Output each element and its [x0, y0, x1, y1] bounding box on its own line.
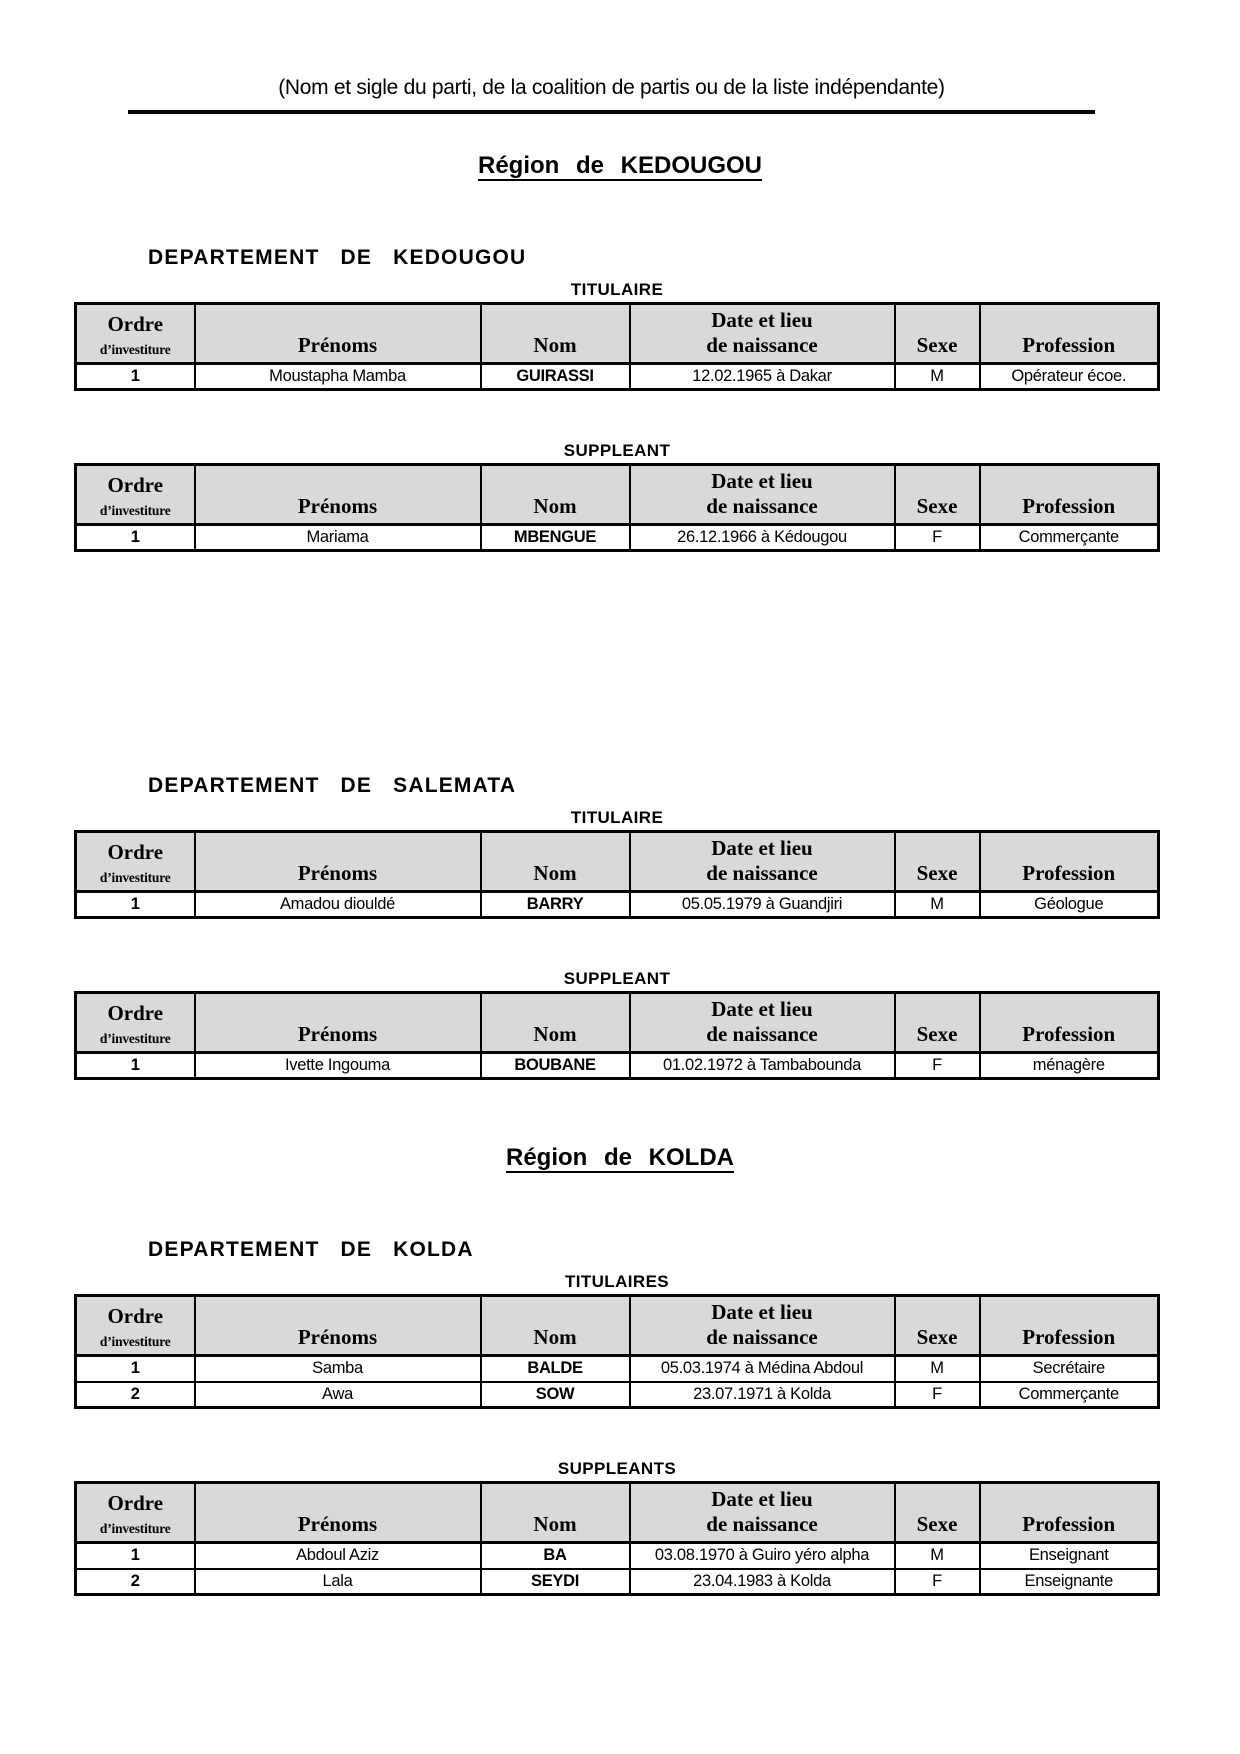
header-naissance-line1: Date et lieu [711, 1487, 813, 1511]
table-header [76, 1296, 1159, 1356]
header-ordre-line2: d’investiture [99, 342, 171, 357]
cell-profession: Commerçante [980, 525, 1159, 551]
header-row [76, 1483, 1159, 1543]
header-profession-label: Profession [1022, 494, 1116, 518]
header-ordre-line1: Ordre [107, 840, 164, 864]
table-row [76, 525, 1159, 551]
header-cell-profession [980, 465, 1159, 525]
table-body [76, 892, 1159, 918]
table-caption: SUPPLEANT [563, 969, 671, 988]
header-cell-ordre [76, 1296, 195, 1356]
header-cell-profession [980, 1296, 1159, 1356]
table-body [76, 364, 1159, 390]
header-naissance-line1: Date et lieu [711, 1300, 813, 1324]
cell-sexe: M [895, 364, 980, 390]
header-cell-prenoms [195, 993, 481, 1053]
header-cell-profession [980, 832, 1159, 892]
header-cell-ordre [76, 465, 195, 525]
cell-prenoms: Lala [195, 1569, 481, 1595]
cell-nom: BA [481, 1543, 630, 1569]
cell-naissance: 26.12.1966 à Kédougou [630, 525, 895, 551]
table-block [0, 808, 1240, 919]
header-ordre-line2: d’investiture [99, 1334, 171, 1349]
table-body [76, 1053, 1159, 1079]
header-prenoms-label: Prénoms [297, 1512, 378, 1536]
header-cell-profession [980, 304, 1159, 364]
header-cell-profession [980, 993, 1159, 1053]
table-header [76, 832, 1159, 892]
cell-prenoms: Amadou diouldé [195, 892, 481, 918]
table-row [76, 1569, 1159, 1595]
header-cell-sexe [895, 1483, 980, 1543]
cell-sexe: F [895, 525, 980, 551]
table-block [0, 969, 1240, 1080]
header-cell-profession [980, 1483, 1159, 1543]
table-row [76, 1543, 1159, 1569]
header-cell-nom [481, 832, 630, 892]
header-sexe-label: Sexe [916, 333, 958, 357]
header-row [76, 304, 1159, 364]
department-title: DEPARTEMENT DE KEDOUGOU [148, 246, 527, 269]
candidates-table [74, 1481, 1160, 1596]
cell-profession: Opérateur écoe. [980, 364, 1159, 390]
header-cell-sexe [895, 304, 980, 364]
header-cell-nom [481, 465, 630, 525]
cell-profession: Commerçante [980, 1382, 1159, 1408]
header-cell-nom [481, 1483, 630, 1543]
header-row [76, 832, 1159, 892]
cell-nom: SEYDI [481, 1569, 630, 1595]
header-cell-nom [481, 304, 630, 364]
header-prenoms-label: Prénoms [297, 333, 378, 357]
header-nom-label: Nom [533, 1022, 577, 1046]
header-cell-naissance [630, 304, 895, 364]
cell-prenoms: Samba [195, 1356, 481, 1382]
table-body [76, 1356, 1159, 1408]
cell-naissance: 05.05.1979 à Guandjiri [630, 892, 895, 918]
cell-profession: ménagère [980, 1053, 1159, 1079]
table-row [76, 1356, 1159, 1382]
header-cell-naissance [630, 1483, 895, 1543]
department-title: DEPARTEMENT DE KOLDA [148, 1238, 474, 1261]
department-title: DEPARTEMENT DE SALEMATA [148, 774, 517, 797]
cell-nom: MBENGUE [481, 525, 630, 551]
cell-prenoms: Abdoul Aziz [195, 1543, 481, 1569]
header-profession-label: Profession [1022, 333, 1116, 357]
table-block [0, 280, 1240, 391]
header-cell-ordre [76, 1483, 195, 1543]
header-naissance-line1: Date et lieu [711, 308, 813, 332]
header-sexe-label: Sexe [916, 494, 958, 518]
header-naissance-line2: de naissance [706, 333, 818, 357]
header-cell-prenoms [195, 1296, 481, 1356]
header-cell-nom [481, 993, 630, 1053]
cell-sexe: F [895, 1382, 980, 1408]
header-ordre-line1: Ordre [107, 473, 164, 497]
department-section [0, 1238, 1240, 1596]
cell-nom: BALDE [481, 1356, 630, 1382]
cell-naissance: 12.02.1965 à Dakar [630, 364, 895, 390]
table-caption: TITULAIRE [570, 808, 664, 827]
header-cell-ordre [76, 832, 195, 892]
cell-nom: BOUBANE [481, 1053, 630, 1079]
table-header [76, 993, 1159, 1053]
header-cell-naissance [630, 832, 895, 892]
candidates-table [74, 302, 1160, 391]
cell-sexe: F [895, 1053, 980, 1079]
header-naissance-line2: de naissance [706, 1325, 818, 1349]
header-naissance-line1: Date et lieu [711, 469, 813, 493]
top-note: (Nom et sigle du parti, de la coalition de partis ou de la liste indépendante) [278, 76, 945, 99]
cell-ordre: 1 [76, 364, 195, 390]
header-rule [128, 76, 1095, 114]
header-ordre-line1: Ordre [107, 1304, 164, 1328]
header-ordre-line1: Ordre [107, 312, 164, 336]
header-cell-prenoms [195, 832, 481, 892]
candidates-table [74, 463, 1160, 552]
cell-ordre: 1 [76, 1543, 195, 1569]
cell-prenoms: Mariama [195, 525, 481, 551]
header-ordre-line1: Ordre [107, 1001, 164, 1025]
header-sexe-label: Sexe [916, 1325, 958, 1349]
header-nom-label: Nom [533, 494, 577, 518]
header-sexe-label: Sexe [916, 1512, 958, 1536]
cell-ordre: 1 [76, 892, 195, 918]
cell-ordre: 2 [76, 1382, 195, 1408]
cell-naissance: 23.04.1983 à Kolda [630, 1569, 895, 1595]
header-ordre-line2: d’investiture [99, 1031, 171, 1046]
header-ordre-line2: d’investiture [99, 1521, 171, 1536]
cell-ordre: 2 [76, 1569, 195, 1595]
header-sexe-label: Sexe [916, 861, 958, 885]
header-prenoms-label: Prénoms [297, 1022, 378, 1046]
table-row [76, 1053, 1159, 1079]
header-naissance-line2: de naissance [706, 1512, 818, 1536]
cell-naissance: 05.03.1974 à Médina Abdoul [630, 1356, 895, 1382]
cell-sexe: M [895, 892, 980, 918]
table-block [0, 1272, 1240, 1409]
table-header [76, 304, 1159, 364]
candidates-table [74, 1294, 1160, 1409]
header-row [76, 465, 1159, 525]
header-cell-sexe [895, 993, 980, 1053]
header-naissance-line1: Date et lieu [711, 997, 813, 1021]
candidates-table [74, 991, 1160, 1080]
header-cell-sexe [895, 1296, 980, 1356]
header-prenoms-label: Prénoms [297, 861, 378, 885]
header-profession-label: Profession [1022, 1512, 1116, 1536]
header-ordre-line2: d’investiture [99, 870, 171, 885]
header-naissance-line2: de naissance [706, 1022, 818, 1046]
header-naissance-line1: Date et lieu [711, 836, 813, 860]
region-title [0, 1144, 1240, 1172]
regions-container [0, 152, 1240, 1596]
header-cell-prenoms [195, 1483, 481, 1543]
department-section [0, 774, 1240, 1080]
cell-sexe: M [895, 1543, 980, 1569]
header-cell-prenoms [195, 304, 481, 364]
header-cell-nom [481, 1296, 630, 1356]
header-cell-sexe [895, 832, 980, 892]
table-body [76, 525, 1159, 551]
region-title-text: Région de KOLDA [506, 1144, 734, 1171]
cell-profession: Enseignant [980, 1543, 1159, 1569]
header-cell-ordre [76, 304, 195, 364]
header-cell-sexe [895, 465, 980, 525]
region-section [0, 1144, 1240, 1596]
header-sexe-label: Sexe [916, 1022, 958, 1046]
cell-prenoms: Ivette Ingouma [195, 1053, 481, 1079]
cell-sexe: M [895, 1356, 980, 1382]
table-row [76, 1382, 1159, 1408]
header-cell-naissance [630, 1296, 895, 1356]
table-header [76, 1483, 1159, 1543]
header-ordre-line1: Ordre [107, 1491, 164, 1515]
header-naissance-line2: de naissance [706, 494, 818, 518]
header-cell-naissance [630, 465, 895, 525]
table-caption: SUPPLEANT [563, 441, 671, 460]
table-row [76, 892, 1159, 918]
cell-profession: Secrétaire [980, 1356, 1159, 1382]
cell-prenoms: Moustapha Mamba [195, 364, 481, 390]
cell-ordre: 1 [76, 525, 195, 551]
cell-nom: GUIRASSI [481, 364, 630, 390]
header-cell-ordre [76, 993, 195, 1053]
header-nom-label: Nom [533, 1512, 577, 1536]
header-cell-naissance [630, 993, 895, 1053]
header-prenoms-label: Prénoms [297, 1325, 378, 1349]
cell-ordre: 1 [76, 1053, 195, 1079]
cell-nom: SOW [481, 1382, 630, 1408]
table-caption: SUPPLEANTS [557, 1459, 677, 1478]
header-nom-label: Nom [533, 333, 577, 357]
table-caption: TITULAIRES [564, 1272, 670, 1291]
cell-profession: Enseignante [980, 1569, 1159, 1595]
table-block [0, 1459, 1240, 1596]
header-row [76, 993, 1159, 1053]
cell-naissance: 03.08.1970 à Guiro yéro alpha [630, 1543, 895, 1569]
header-cell-prenoms [195, 465, 481, 525]
header-ordre-line2: d’investiture [99, 503, 171, 518]
header-nom-label: Nom [533, 1325, 577, 1349]
header-naissance-line2: de naissance [706, 861, 818, 885]
region-title-text: Région de KEDOUGOU [477, 152, 762, 179]
cell-nom: BARRY [481, 892, 630, 918]
table-row [76, 364, 1159, 390]
table-body [76, 1543, 1159, 1595]
table-header [76, 465, 1159, 525]
cell-sexe: F [895, 1569, 980, 1595]
cell-naissance: 23.07.1971 à Kolda [630, 1382, 895, 1408]
header-profession-label: Profession [1022, 1325, 1116, 1349]
candidates-table [74, 830, 1160, 919]
cell-profession: Géologue [980, 892, 1159, 918]
header-profession-label: Profession [1022, 861, 1116, 885]
cell-ordre: 1 [76, 1356, 195, 1382]
cell-prenoms: Awa [195, 1382, 481, 1408]
department-section [0, 246, 1240, 552]
header-nom-label: Nom [533, 861, 577, 885]
cell-naissance: 01.02.1972 à Tambabounda [630, 1053, 895, 1079]
header-profession-label: Profession [1022, 1022, 1116, 1046]
region-section [0, 152, 1240, 1080]
header-row [76, 1296, 1159, 1356]
table-caption: TITULAIRE [570, 280, 664, 299]
region-title [0, 152, 1240, 180]
header-prenoms-label: Prénoms [297, 494, 378, 518]
table-block [0, 441, 1240, 552]
